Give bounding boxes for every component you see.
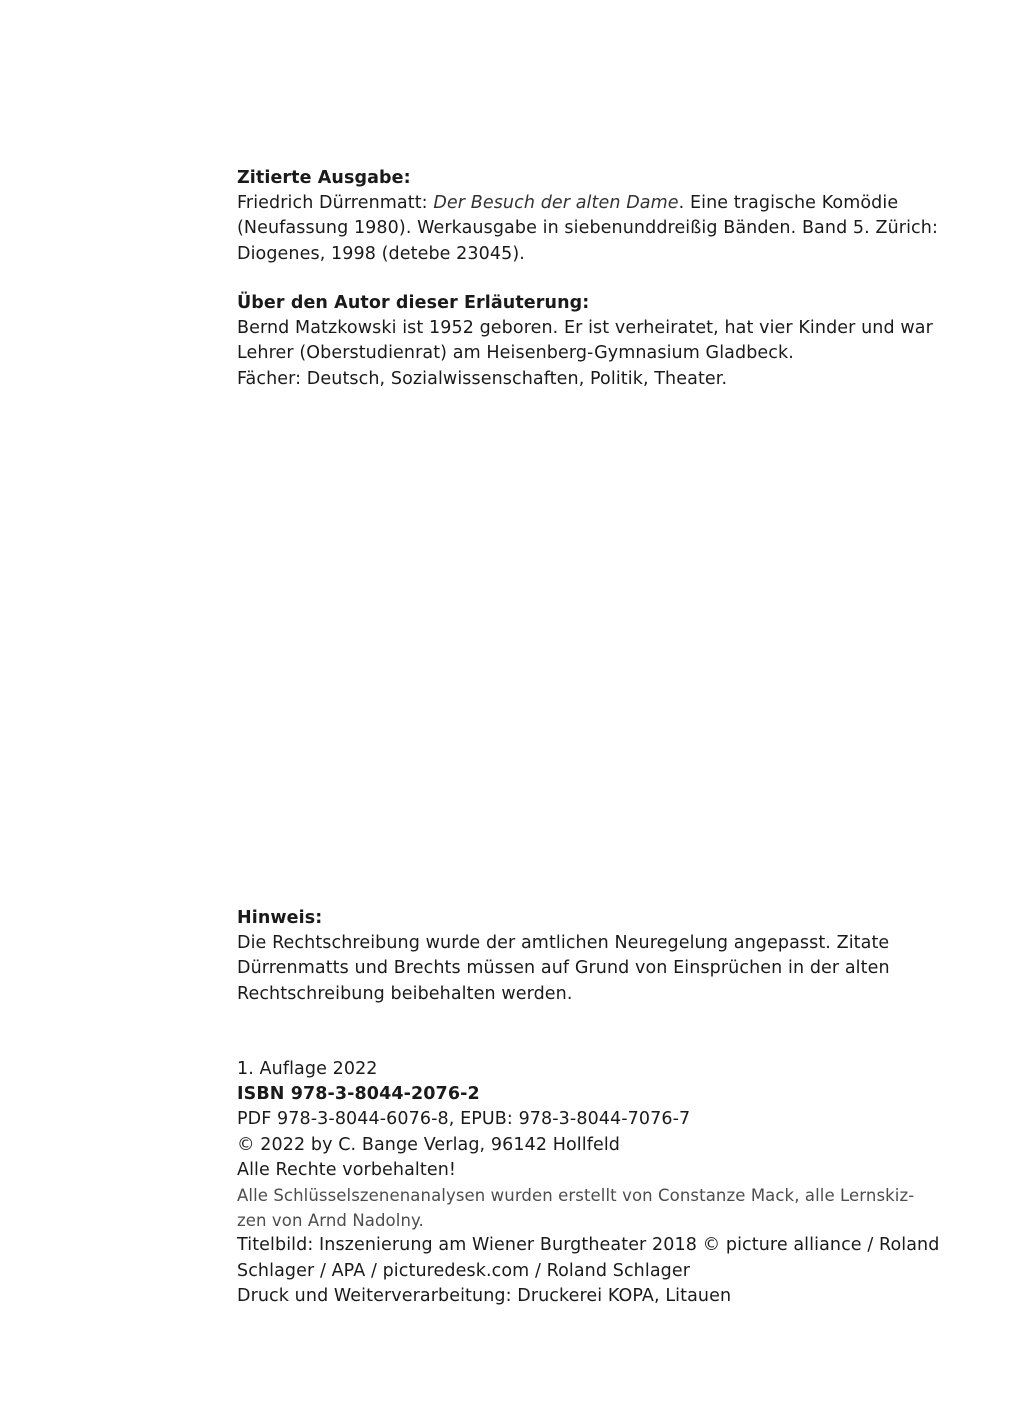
note-line-3: Rechtschreibung beibehalten werden. xyxy=(237,983,573,1004)
imprint-cover-line-2: Schlager / APA / picturedesk.com / Roland Schlager xyxy=(237,1260,691,1281)
note-line-1: Die Rechtschreibung wurde der amtlichen Neuregelung angepasst. Zitate xyxy=(237,933,890,954)
imprint-rights: Alle Rechte vorbehalten! xyxy=(237,1159,457,1180)
imprint-printing: Druck und Weiterverarbeitung: Druckerei KOPA, Litauen xyxy=(237,1285,732,1306)
imprint-edition: 1. Auflage 2022 xyxy=(237,1059,378,1079)
cited-edition-line-1 xyxy=(237,191,957,216)
note-section xyxy=(237,906,957,1007)
imprint-section xyxy=(237,1057,957,1309)
about-author-section xyxy=(237,291,957,392)
cited-edition-line-3: Diogenes, 1998 (detebe 23045). xyxy=(237,243,525,264)
cited-edition-work-title: Der Besuch der alten Dame xyxy=(433,193,679,214)
about-author-line-1: Bernd Matzkowski ist 1952 geboren. Er ist verheiratet, hat vier Kinder und war xyxy=(237,318,933,339)
imprint-copyright: © 2022 by C. Bange Verlag, 96142 Hollfeld xyxy=(237,1134,621,1155)
cited-edition-section xyxy=(237,166,957,267)
imprint-isbn: ISBN 978-3-8044-2076-2 xyxy=(237,1084,480,1105)
cited-edition-line-1-rest: . Eine tragische Komödie xyxy=(678,193,899,214)
imprint-credits-line-1: Alle Schlüsselszenenanalysen wurden erstellt von Constanze Mack, alle Lernskiz- xyxy=(237,1186,915,1206)
about-author-line-3: Fächer: Deutsch, Sozialwissenschaften, Politik, Theater. xyxy=(237,368,728,389)
about-author-heading: Über den Autor dieser Erläuterung: xyxy=(237,293,590,313)
cited-edition-author: Friedrich Dürrenmatt: xyxy=(237,193,434,214)
note-heading: Hinweis: xyxy=(237,908,323,928)
imprint-cover-line-1: Titelbild: Inszenierung am Wiener Burgtheater 2018 © picture alliance / Roland xyxy=(237,1235,940,1256)
imprint-ebook-isbn: PDF 978-3-8044-6076-8, EPUB: 978-3-8044-7076-7 xyxy=(237,1109,691,1130)
about-author-line-2: Lehrer (Oberstudienrat) am Heisenberg-Gymnasium Gladbeck. xyxy=(237,343,794,364)
imprint-credits-line-2: zen von Arnd Nadolny. xyxy=(237,1211,424,1231)
cited-edition-heading: Zitierte Ausgabe: xyxy=(237,168,411,188)
note-line-2: Dürrenmatts und Brechts müssen auf Grund von Einsprüchen in der alten xyxy=(237,958,890,979)
cited-edition-line-2: (Neufassung 1980). Werkausgabe in siebenunddreißig Bänden. Band 5. Zürich: xyxy=(237,218,938,239)
